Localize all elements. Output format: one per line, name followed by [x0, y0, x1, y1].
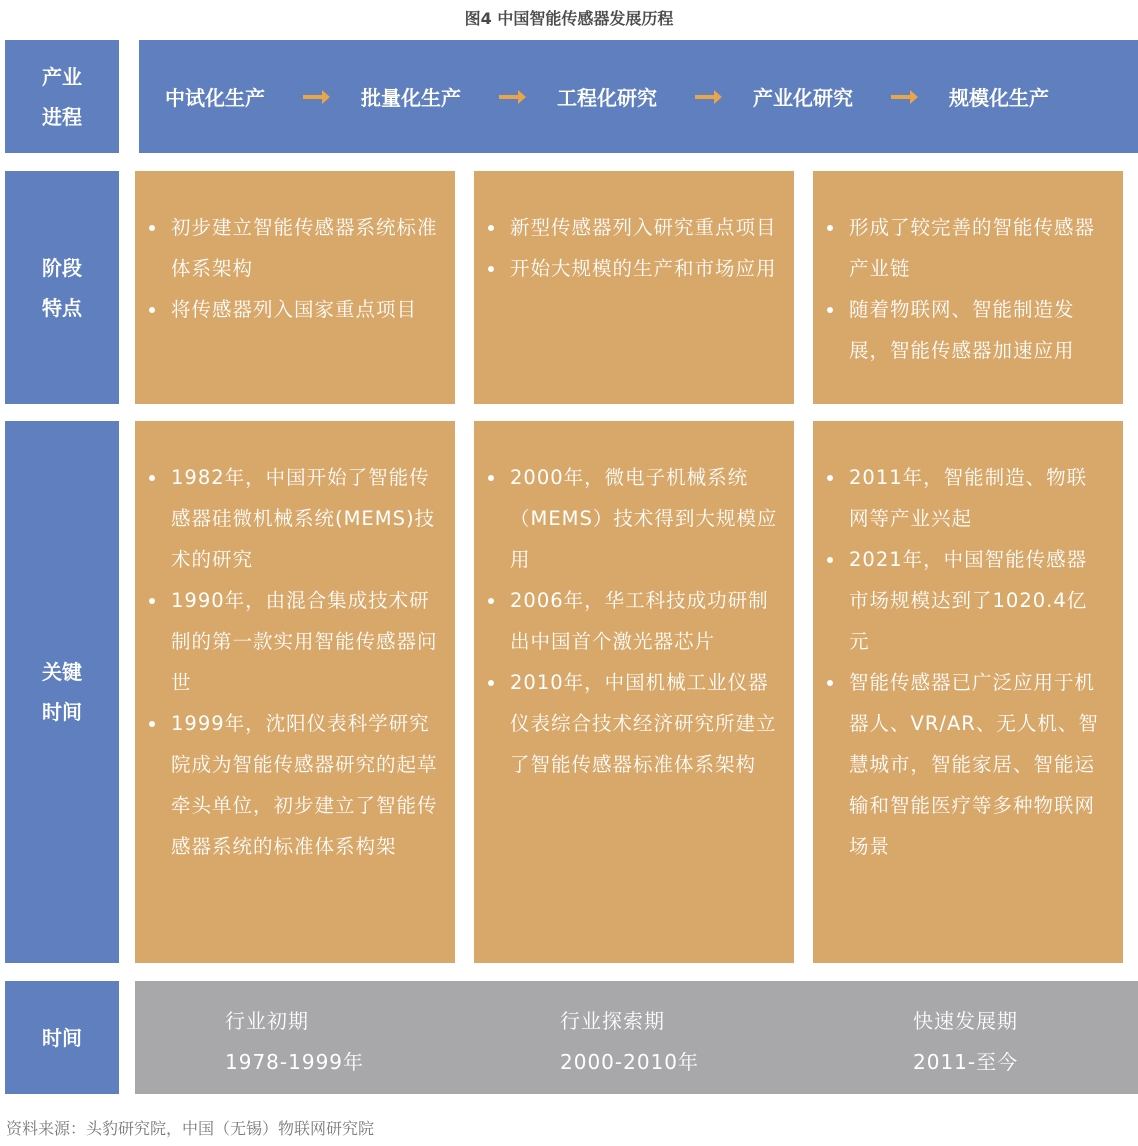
features-box-rapid: [813, 171, 1123, 404]
feature-item: 形成了较完善的智能传感器产业链: [823, 207, 1107, 289]
period-early: [225, 1001, 364, 1083]
event-item: 2000年，微电子机械系统（MEMS）技术得到大规模应用: [484, 457, 778, 580]
period-range: 2011-至今: [913, 1050, 1019, 1074]
period-range: 2000-2010年: [560, 1050, 700, 1074]
feature-item: 随着物联网、智能制造发展，智能传感器加速应用: [823, 289, 1107, 371]
period-exploration: [560, 1001, 699, 1083]
row-label-line: 阶段: [42, 255, 82, 280]
figure-title: 图4 中国智能传感器发展历程: [464, 9, 674, 28]
events-box-early: [135, 421, 455, 963]
row-label-industry-progress: [5, 40, 119, 153]
period-name: 快速发展期: [913, 1009, 1018, 1033]
source-note: 资料来源：头豹研究院，中国（无锡）物联网研究院: [6, 1119, 375, 1138]
event-item: 智能传感器已广泛应用于机器人、VR/AR、无人机、智慧城市，智能家居、智能运输和智能医疗等多种物联网场景: [823, 662, 1107, 867]
row-label-key-time: [5, 421, 119, 963]
stage-industrialization-research: 产业化研究: [753, 86, 853, 110]
event-item: 2021年，中国智能传感器市场规模达到了1020.4亿元: [823, 539, 1107, 662]
events-box-rapid: [813, 421, 1123, 963]
event-item: 2010年，中国机械工业仪器仪表综合技术经济研究所建立了智能传感器标准体系架构: [484, 662, 778, 785]
event-item: 1982年，中国开始了智能传感器硅微机械系统(MEMS)技术的研究: [145, 457, 439, 580]
period-range: 1978-1999年: [225, 1050, 365, 1074]
feature-item: 初步建立智能传感器系统标准体系架构: [145, 207, 439, 289]
row-label-stage-features: [5, 171, 119, 404]
events-box-exploration: [474, 421, 794, 963]
feature-item: 将传感器列入国家重点项目: [145, 289, 439, 330]
period-name: 行业初期: [225, 1009, 309, 1033]
features-box-early: [135, 171, 455, 404]
event-item: 1990年，由混合集成技术研制的第一款实用智能传感器问世: [145, 580, 439, 703]
row-label-time: [5, 981, 119, 1094]
event-item: 2011年，智能制造、物联网等产业兴起: [823, 457, 1107, 539]
row-label-line: 关键: [42, 660, 82, 684]
row-label-line: 产业: [42, 64, 82, 89]
arrow-right-icon: [303, 95, 323, 99]
feature-item: 开始大规模的生产和市场应用: [484, 248, 778, 289]
row-label-line: 特点: [42, 295, 82, 320]
feature-item: 新型传感器列入研究重点项目: [484, 207, 778, 248]
row-label-line: 进程: [42, 104, 82, 129]
time-period-bar: [135, 981, 1138, 1094]
stage-scale-production: 规模化生产: [949, 86, 1049, 110]
arrow-right-icon: [499, 95, 519, 99]
arrow-right-icon: [891, 95, 911, 99]
arrow-right-icon: [695, 95, 715, 99]
stage-engineering-research: 工程化研究: [557, 86, 657, 110]
industry-progress-bar: [139, 40, 1138, 153]
row-label-line: 时间: [42, 700, 82, 724]
stage-pilot-production: 中试化生产: [165, 86, 265, 110]
row-label-line: 时间: [42, 1025, 82, 1050]
stage-batch-production: 批量化生产: [361, 86, 461, 110]
period-name: 行业探索期: [560, 1009, 665, 1033]
event-item: 2006年，华工科技成功研制出中国首个激光器芯片: [484, 580, 778, 662]
features-box-exploration: [474, 171, 794, 404]
period-rapid: [913, 1001, 1018, 1083]
event-item: 1999年，沈阳仪表科学研究院成为智能传感器研究的起草牵头单位，初步建立了智能传感器系统的标准体系构架: [145, 703, 439, 867]
